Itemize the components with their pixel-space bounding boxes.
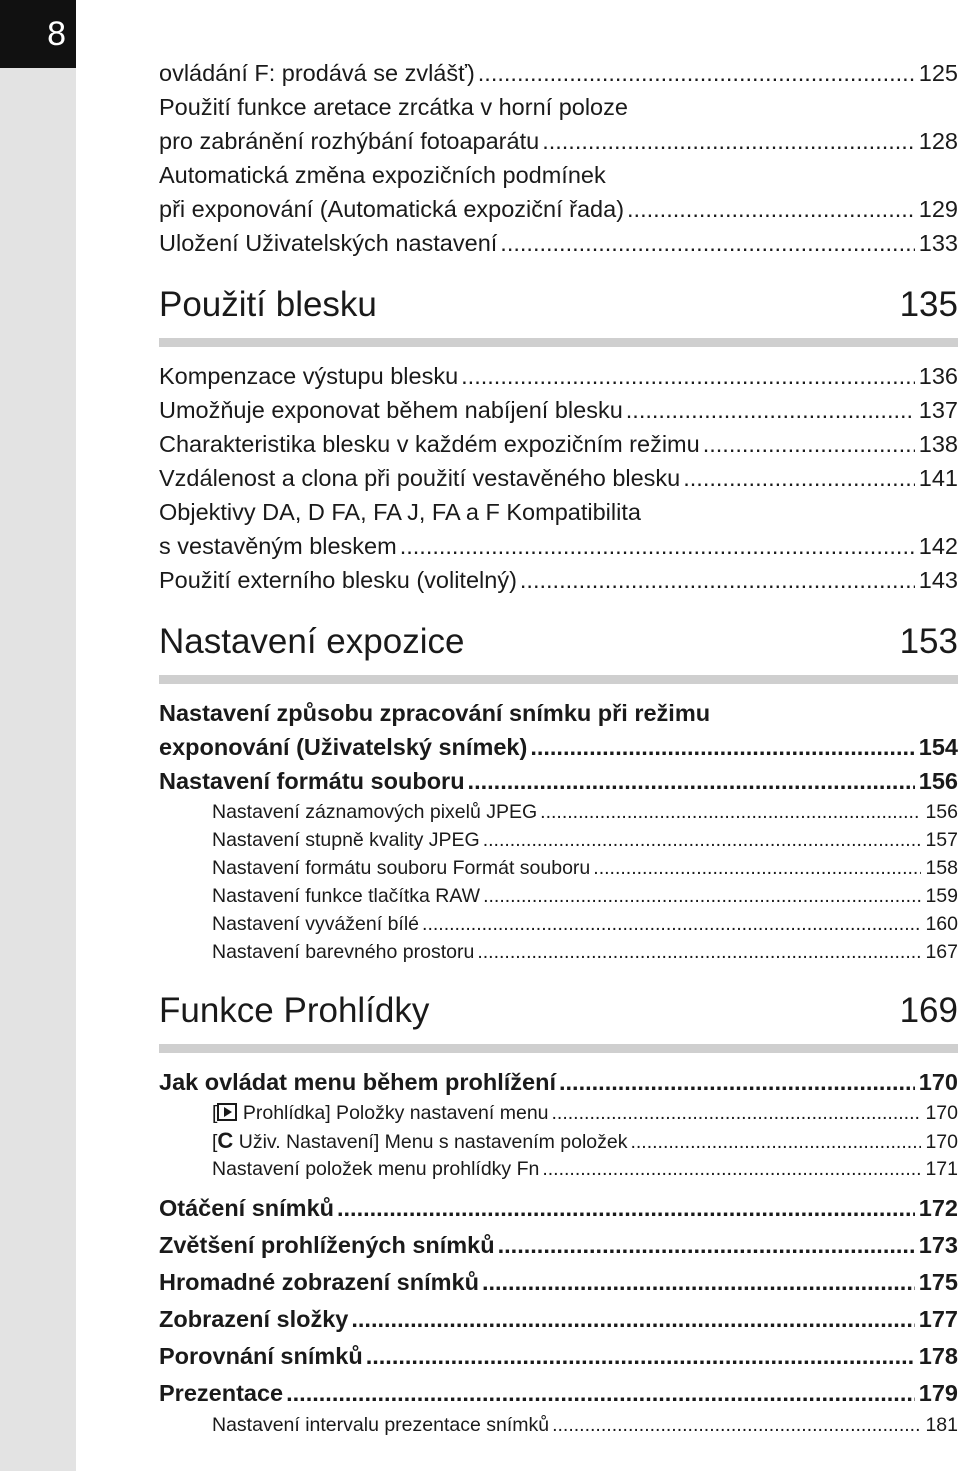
toc-subentry[interactable]: Nastavení funkce tlačítka RAW ..... 159: [159, 882, 958, 910]
toc-subentry[interactable]: Nastavení formátu souboru Formát souboru ..... 158: [159, 854, 958, 882]
custom-settings-icon: C: [217, 1128, 234, 1153]
section-rule: [159, 675, 958, 684]
page-number-tab: [0, 0, 76, 68]
section-heading[interactable]: [159, 282, 958, 328]
toc-subentry[interactable]: Nastavení položek menu prohlídky Fn ..... 171: [159, 1155, 958, 1183]
toc-entry[interactable]: Charakteristika blesku v každém expozičním režimu ..... 138: [159, 427, 958, 461]
toc-entry[interactable]: při exponování (Automatická expoziční řada) ..... 129: [159, 192, 958, 226]
toc-entry[interactable]: s vestavěným bleskem ..... 142: [159, 529, 958, 563]
toc-entry[interactable]: Umožňuje exponovat během nabíjení blesku ..... 137: [159, 393, 958, 427]
toc-entry[interactable]: Kompenzace výstupu blesku ..... 136: [159, 359, 958, 393]
toc-entry[interactable]: Zvětšení prohlížených snímků ..... 173: [159, 1227, 958, 1264]
toc-entry-line: Použití funkce aretace zrcátka v horní poloze: [159, 94, 628, 120]
toc-subentry[interactable]: [C Uživ. Nastavení] Menu s nastavením položek ..... 170: [159, 1127, 958, 1155]
section-page: 169: [899, 991, 958, 1030]
toc-subentry[interactable]: Nastavení stupně kvality JPEG ..... 157: [159, 826, 958, 854]
page-number: 8: [47, 15, 66, 53]
section-heading[interactable]: [159, 988, 958, 1034]
toc-entry[interactable]: Hromadné zobrazení snímků ..... 175: [159, 1264, 958, 1301]
section-page: 153: [899, 622, 958, 661]
toc-entry-line: Nastavení způsobu zpracování snímku při režimu: [159, 700, 711, 726]
toc-subentry[interactable]: Nastavení intervalu prezentace snímků ..... 181: [159, 1411, 958, 1439]
toc-subentry[interactable]: Nastavení záznamových pixelů JPEG ..... 156: [159, 798, 958, 826]
toc-entry[interactable]: Uložení Uživatelských nastavení ..... 133: [159, 226, 958, 260]
table-of-contents: [159, 56, 958, 1439]
section-rule: [159, 338, 958, 347]
toc-subentry[interactable]: Nastavení vyvážení bílé ..... 160: [159, 910, 958, 938]
toc-entry[interactable]: ovládání F: prodává se zvlášť) ..... 125: [159, 56, 958, 90]
toc-entry-line: Automatická změna expozičních podmínek: [159, 162, 606, 188]
toc-subentry[interactable]: [ Prohlídka] Položky nastavení menu ..... 170: [159, 1099, 958, 1127]
toc-entry[interactable]: Zobrazení složky ..... 177: [159, 1301, 958, 1338]
section-title: Nastavení expozice: [159, 622, 465, 661]
toc-entry[interactable]: Jak ovládat menu během prohlížení ..... 170: [159, 1065, 958, 1099]
toc-subentry[interactable]: Nastavení barevného prostoru ..... 167: [159, 938, 958, 966]
section-rule: [159, 1044, 958, 1053]
toc-entry[interactable]: Vzdálenost a clona při použití vestavěného blesku ..... 141: [159, 461, 958, 495]
section-title: Funkce Prohlídky: [159, 991, 430, 1030]
section-page: 135: [899, 285, 958, 324]
toc-entry[interactable]: pro zabránění rozhýbání fotoaparátu ..... 128: [159, 124, 958, 158]
toc-entry[interactable]: Otáčení snímků ..... 172: [159, 1189, 958, 1227]
toc-entry[interactable]: Nastavení formátu souboru ..... 156: [159, 764, 958, 798]
toc-entry[interactable]: Prezentace ..... 179: [159, 1375, 958, 1411]
toc-entry[interactable]: Použití externího blesku (volitelný) ..... 143: [159, 563, 958, 597]
toc-entry-line: Objektivy DA, D FA, FA J, FA a F Kompatibilita: [159, 499, 641, 525]
section-title: Použití blesku: [159, 285, 377, 324]
side-margin-band: [0, 0, 76, 1471]
section-heading[interactable]: [159, 619, 958, 665]
toc-entry[interactable]: Porovnání snímků ..... 178: [159, 1338, 958, 1375]
playback-icon: [217, 1101, 237, 1129]
toc-entry[interactable]: exponování (Uživatelský snímek) ..... 154: [159, 730, 958, 764]
